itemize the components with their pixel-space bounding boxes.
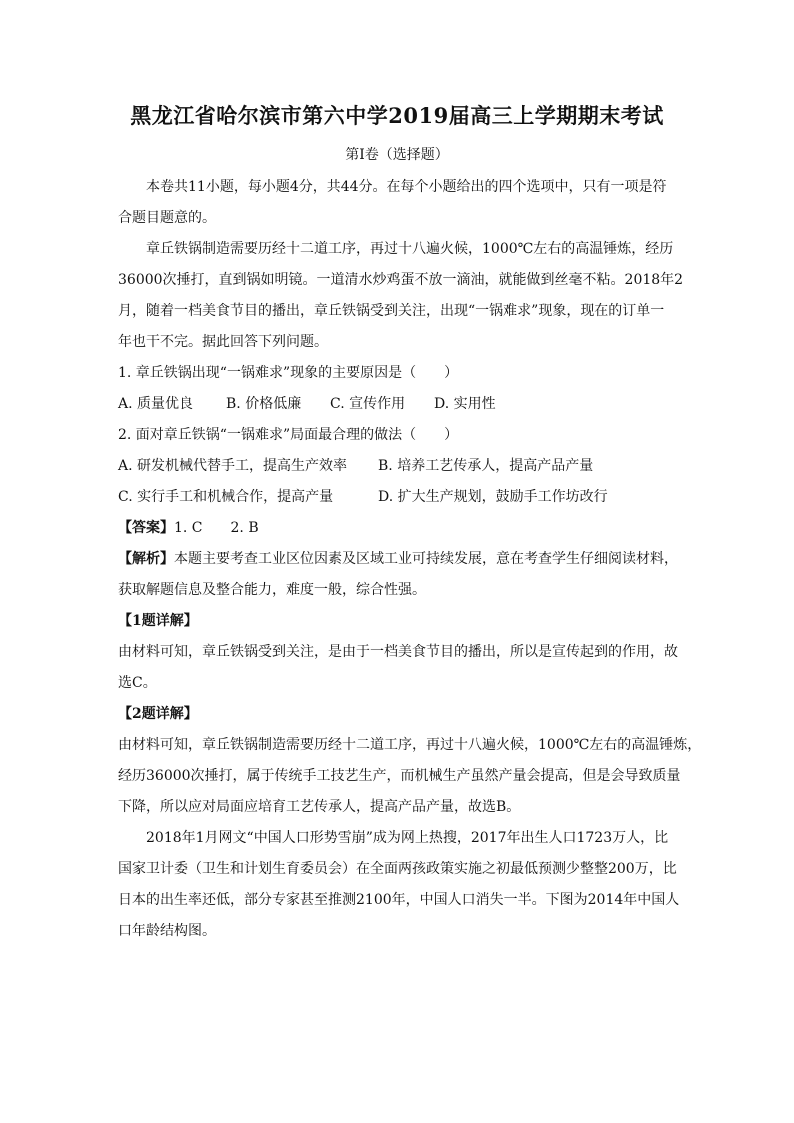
detail-2-line: 由材料可知，章丘铁锅制造需要历经十二道工序，再过十八遍火候，1000℃左右的高温锤炼， (118, 737, 702, 753)
question-2-stem: 2. 面对章丘铁锅“一锅难求”局面最合理的做法（ ） (118, 427, 459, 443)
answer-text: 1. C 2. B (174, 520, 259, 536)
detail-1-line: 由材料可知，章丘铁锅受到关注，是由于一档美食节目的播出，所以是宣传起到的作用，故 (118, 644, 678, 660)
section-subtitle: 第Ⅰ卷（选择题） (345, 147, 449, 163)
q2-option-d: D. 扩大生产规划，鼓励手工作坊改行 (378, 489, 608, 505)
question-2-options-cd (118, 482, 678, 513)
passage2-line: 2018年1月网文“中国人口形势雪崩”成为网上热搜，2017年出生人口1723万人，比 (146, 830, 669, 846)
q1-option-a: A. 质量优良 (118, 396, 194, 412)
answer-label: 【答案】 (118, 520, 174, 536)
q2-option-b: B. 培养工艺传承人，提高产品产量 (378, 458, 594, 474)
passage2-line: 日本的出生率还低，部分专家甚至推测2100年，中国人口消失一半。下图为2014年中国人 (118, 892, 680, 908)
passage1-line: 36000次捶打，直到锅如明镜。一道清水炒鸡蛋不放一滴油，就能做到丝毫不粘。2018年2 (118, 272, 684, 288)
body-text (118, 172, 702, 947)
detail-2-line: 经历36000次捶打，属于传统手工技艺生产，而机械生产虽然产量会提高，但是会导致质量 (118, 768, 681, 784)
question-1-options (118, 389, 678, 420)
answer-line (118, 513, 678, 544)
q1-option-b: B. 价格低廉 (226, 396, 302, 412)
detail-2-label: 【2题详解】 (118, 706, 198, 722)
intro-line: 合题目题意的。 (118, 210, 216, 226)
intro-line: 本卷共11小题，每小题4分，共44分。在每个小题给出的四个选项中，只有一项是符 (146, 179, 667, 195)
question-2-options-ab (118, 451, 678, 482)
q2-option-c: C. 实行手工和机械合作，提高产量 (118, 489, 334, 505)
analysis-label: 【解析】 (118, 551, 174, 567)
passage1-line: 年也干不完。据此回答下列问题。 (118, 334, 328, 350)
passage1-line: 章丘铁锅制造需要历经十二道工序，再过十八遍火候，1000℃左右的高温锤炼，经历 (146, 241, 674, 257)
passage2-line: 口年龄结构图。 (118, 923, 216, 939)
passage1-line: 月，随着一档美食节目的播出，章丘铁锅受到关注，出现“一锅难求”现象，现在的订单一 (118, 303, 665, 319)
detail-1-line: 选C。 (118, 675, 157, 691)
detail-2-line: 下降，所以应对局面应培育工艺传承人，提高产品产量，故选B。 (118, 799, 521, 815)
q1-option-c: C. 宣传作用 (330, 396, 406, 412)
analysis-text: 本题主要考查工业区位因素及区域工业可持续发展，意在考查学生仔细阅读材料， (174, 551, 678, 567)
analysis-line (118, 544, 678, 575)
q2-option-a: A. 研发机械代替手工，提高生产效率 (118, 458, 348, 474)
passage2-line: 国家卫计委（卫生和计划生育委员会）在全面两孩政策实施之初最低预测少整整200万，比 (118, 861, 677, 877)
analysis-line: 获取解题信息及整合能力，难度一般，综合性强。 (118, 582, 426, 598)
detail-1-label: 【1题详解】 (118, 613, 198, 629)
question-1-stem: 1. 章丘铁锅出现“一锅难求”现象的主要原因是（ ） (118, 365, 459, 381)
q1-option-d: D. 实用性 (434, 396, 496, 412)
exam-title: 黑龙江省哈尔滨市第六中学2019届高三上学期期末考试 (130, 103, 664, 128)
